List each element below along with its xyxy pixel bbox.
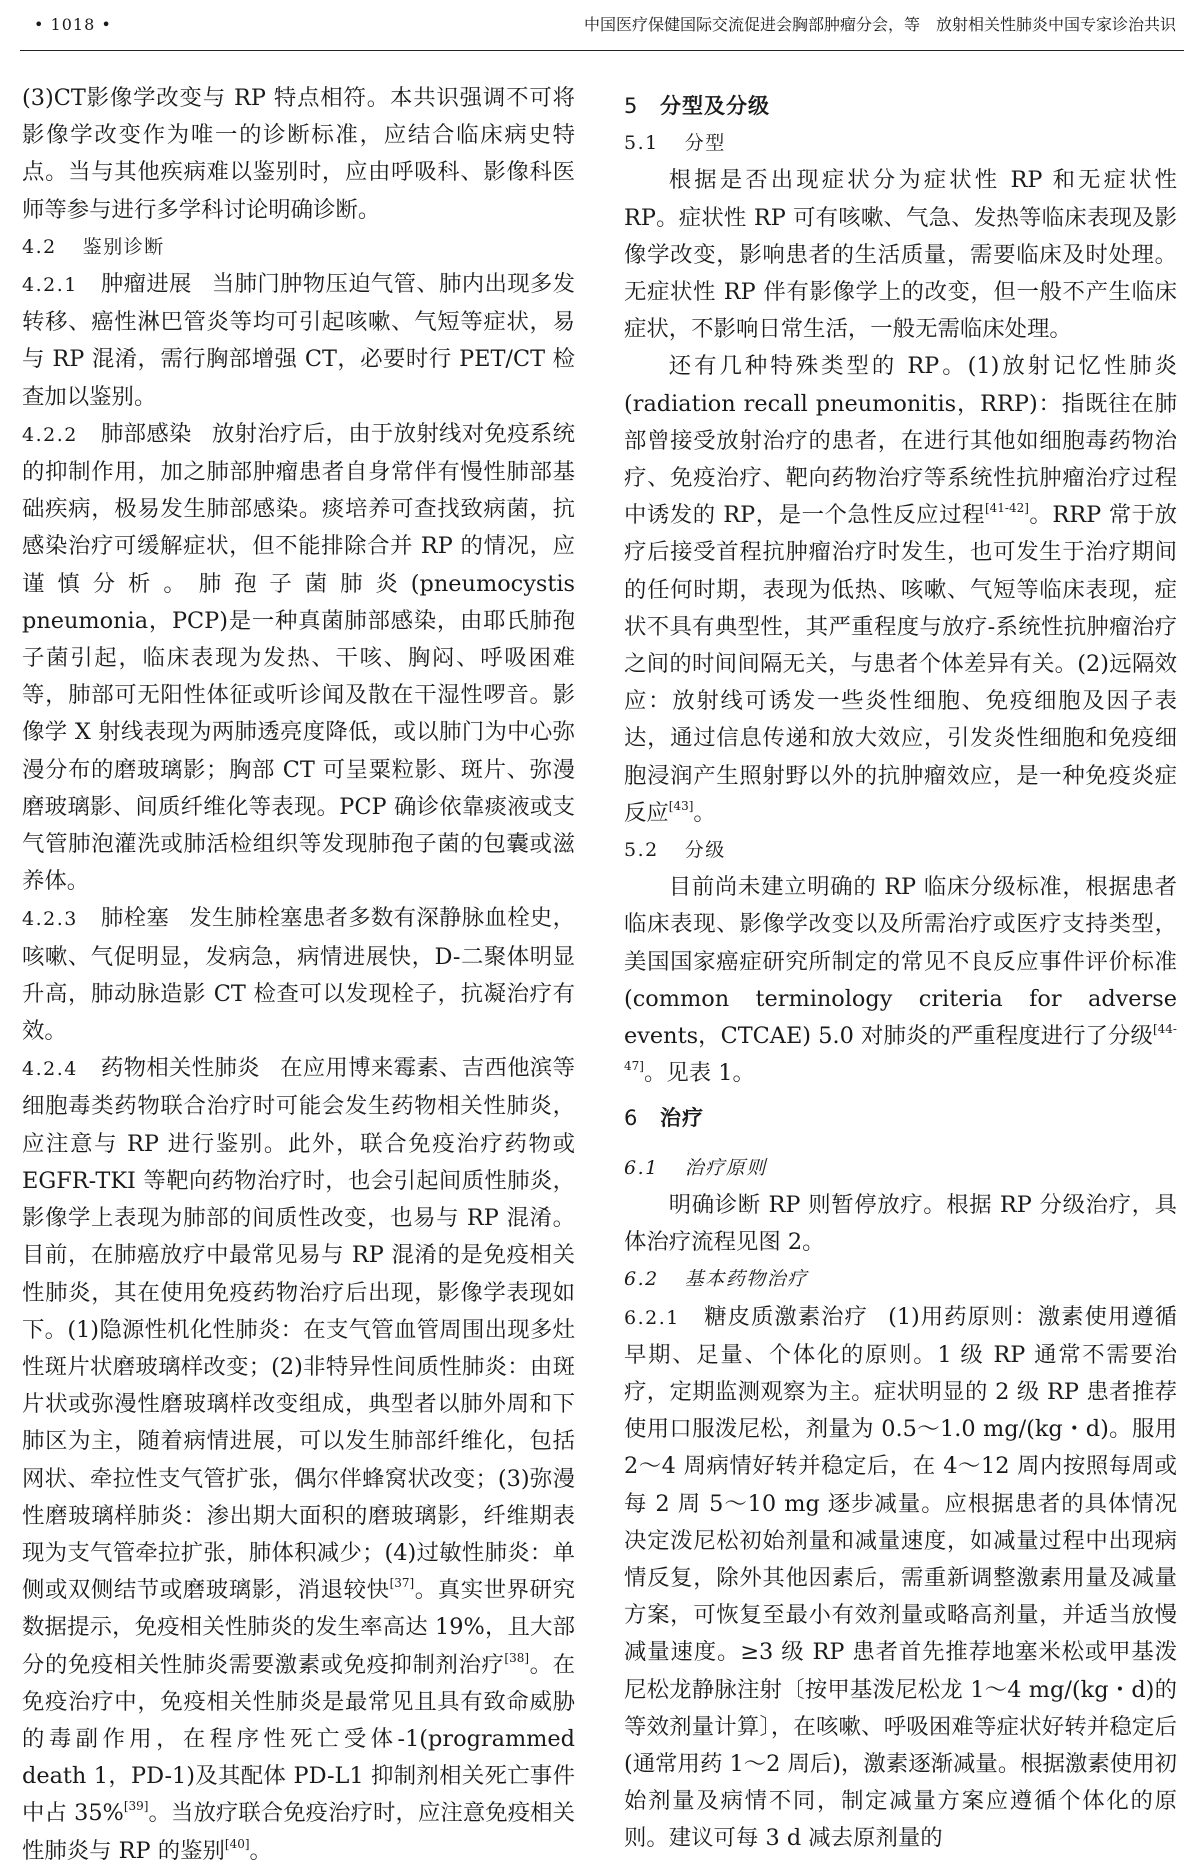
paragraph-text: 发生肺栓塞患者多数有深静脉血栓史，咳嗽、气促明显，发病急，病情进展快，D-二聚体明显升高，肺动脉造影 CT 检查可以发现栓子，抗凝治疗有效。 xyxy=(22,905,576,1045)
subheading-title: 药物相关性肺炎 xyxy=(100,1055,260,1082)
paragraph-4-2-4 xyxy=(22,1050,575,1869)
paragraph-4-2-1 xyxy=(22,266,575,416)
paragraph-text: 。见表 1。 xyxy=(643,1060,755,1087)
citation-ref: [44-47] xyxy=(624,1022,1177,1074)
subheading-number: 4.2.1 xyxy=(22,274,78,297)
heading-title: 治疗原则 xyxy=(684,1156,767,1179)
paragraph-5-1-b xyxy=(624,348,1177,832)
subheading-number: 4.2.2 xyxy=(22,423,78,446)
paragraph-text: 。 xyxy=(249,1837,272,1864)
paragraph-4-2-2 xyxy=(22,416,575,901)
paragraph-text: 当肺门肿物压迫气管、肺内出现多发转移、癌性淋巴管炎等均可引起咳嗽、气短等症状，易与 RP 混淆，需行胸部增强 CT，必要时行 PET/CT 检查加以鉴别。 xyxy=(22,271,576,410)
subheading-number: 6.2.1 xyxy=(624,1306,680,1329)
page-header xyxy=(20,0,1184,51)
paragraph-text: 在应用博来霉素、吉西他滨等细胞毒类药物联合治疗时可能会发生药物相关性肺炎，应注意与 RP 进行鉴别。此外，联合免疫治疗药物或 EGFR-TKI 等靶向药物治疗时，也会引起间质性肺炎，影像学上表现为肺部的间质性改变，也易与 RP 混淆。目前，在肺癌放疗中最常见易与 RP 混淆的是免疫相关性肺炎，其在使用免疫药物治疗后出现，影像学表现如下。(1)隐源性机化性肺炎：在支气管血管周围出现多灶性斑片状磨玻璃样改变；(2)非特异性间质性肺炎：由斑片状或弥漫性磨玻璃样改变组成，典型者以肺外周和下肺区为主，随着病情进展，可以发生肺部纤维化，包括网状、牵拉性支气管扩张，偶尔伴蜂窝状改变；(3)弥漫性磨玻璃样肺炎：渗出期大面积的磨玻璃影，纤维期表现为支气管牵拉扩张，肺体积减少；(4)过敏性肺炎：单侧或双侧结节或磨玻璃影，消退较快 xyxy=(22,1055,576,1604)
paragraph-text: 目前尚未建立明确的 RP 临床分级标准，根据患者临床表现、影像学改变以及所需治疗或医疗支持类型，美国国家癌症研究所制定的常见不良反应事件评价标准(common terminology criteria for adverse events，CTCAE) 5.0 对肺炎的严重程度进行了分级 xyxy=(624,874,1177,1050)
paragraph-text: 。当放疗联合免疫治疗时，应注意免疫相关性肺炎与 RP 的鉴别 xyxy=(22,1800,575,1864)
heading-6-1 xyxy=(624,1150,1177,1187)
section-heading-5 xyxy=(624,88,1177,125)
heading-5-1 xyxy=(624,125,1177,162)
section-heading-6 xyxy=(624,1100,1177,1137)
paragraph-6-2-1 xyxy=(624,1299,1177,1858)
heading-number: 6.1 xyxy=(624,1156,659,1179)
heading-number: 6.2 xyxy=(624,1268,659,1291)
citation-ref: [39] xyxy=(123,1799,149,1814)
paragraph-imaging-criteria: (3)CT影像学改变与 RP 特点相符。本共识强调不可将影像学改变作为唯一的诊断标准，应结合临床病史特点。当与其他疾病难以鉴别时，应由呼吸科、影像科医师等参与进行多学科讨论明确诊断。 xyxy=(22,85,575,223)
heading-title: 分型 xyxy=(684,132,726,155)
paragraph-text: 放射治疗后，由于放射线对免疫系统的抑制作用，加之肺部肿瘤患者自身常伴有慢性肺部基础疾病，极易发生肺部感染。痰培养可查找致病菌，抗感染治疗可缓解症状，但不能排除合并 RP 的情况，应谨慎分析。肺孢子菌肺炎(pneumocystis pneumonia，PCP)是一种真菌肺部感染，由耶氏肺孢子菌引起，临床表现为发热、干咳、胸闷、呼吸困难等，肺部可无阳性体征或听诊闻及散在干湿性啰音。影像学 X 射线表现为两肺透亮度降低，或以肺门为中心弥漫分布的磨玻璃影；胸部 CT 可呈粟粒影、斑片、弥漫磨玻璃影、间质纤维化等表现。PCP 确诊依靠痰液或支气管肺泡灌洗或肺活检组织等发现肺孢子菌的包囊或滋养体。 xyxy=(22,420,576,895)
citation-ref: [43] xyxy=(668,798,694,813)
page-number: • 1018 • xyxy=(34,15,112,34)
left-column xyxy=(22,80,575,1870)
paragraph-text: 还有几种特殊类型的 RP。(1)放射记忆性肺炎(radiation recall pneumonitis，RRP)：指既往在肺部曾接受放射治疗的患者，在进行其他如细胞毒药物治疗、免疫治疗、靶向药物治疗等系统性抗肿瘤治疗过程中诱发的 RP，是一个急性反应过程 xyxy=(624,353,1177,529)
right-column xyxy=(624,80,1177,1858)
subheading-title: 肿瘤进展 xyxy=(100,271,192,298)
heading-6-2 xyxy=(624,1261,1177,1298)
heading-number: 5.2 xyxy=(624,839,659,862)
paragraph-5-2 xyxy=(624,869,1177,1092)
heading-number: 5.1 xyxy=(624,132,659,155)
section-title: 治疗 xyxy=(660,1106,704,1131)
citation-ref: [37] xyxy=(389,1576,415,1591)
subheading-title: 肺部感染 xyxy=(100,420,192,447)
paragraph-text: (1)用药原则：激素使用遵循早期、足量、个体化的原则。1 级 RP 通常不需要治疗，定期监测观察为主。症状明显的 2 级 RP 患者推荐使用口服泼尼松，剂量为 0.5～1.0 mg/(kg・d)。服用 2～4 周病情好转并稳定后，在 4～12 周内按照每周或每 2 周 5～10 mg 逐步减量。应根据患者的具体情况决定泼尼松初始剂量和减量速度，如减量过程中出现病情反复，除外其他因素后，需重新调整激素用量及减量方案，可恢复至最小有效剂量或略高剂量，并适当放慢减量速度。≥3 级 RP 患者首先推荐地塞米松或甲基泼尼松龙静脉注射〔按甲基泼尼松龙 1～4 mg/(kg・d)的等效剂量计算〕，在咳嗽、呼吸困难等症状好转并稳定后(通常用药 1～2 周后)，激素逐渐减量。根据激素使用初始剂量及病情不同，制定减量方案应遵循个体化的原则。建议可每 3 d 减去原剂量的 xyxy=(624,1303,1178,1852)
subheading-number: 4.2.4 xyxy=(22,1058,78,1081)
heading-number: 4.2 xyxy=(22,235,57,258)
subheading-title: 糖皮质激素治疗 xyxy=(704,1303,868,1330)
heading-4-2 xyxy=(22,229,575,266)
section-number: 6 xyxy=(624,1106,639,1131)
heading-title: 鉴别诊断 xyxy=(82,235,165,258)
heading-title: 基本药物治疗 xyxy=(684,1268,808,1291)
section-number: 5 xyxy=(624,94,639,118)
heading-title: 分级 xyxy=(684,839,726,862)
running-title: 中国医疗保健国际交流促进会胸部肿瘤分会，等 放射相关性肺炎中国专家诊治共识 xyxy=(583,15,1176,34)
paragraph-text: 。 xyxy=(693,799,716,826)
paragraph-text: 。真实世界研究数据提示，免疫相关性肺炎的发生率高达 19%，且大部分的免疫相关性肺炎需要激素或免疫抑制剂治疗 xyxy=(22,1577,576,1678)
section-title: 分型及分级 xyxy=(660,94,770,118)
citation-ref: [40] xyxy=(224,1836,250,1851)
paragraph-4-2-3 xyxy=(22,900,575,1050)
citation-ref: [38] xyxy=(504,1650,530,1665)
paragraph-5-1-a: 根据是否出现症状分为症状性 RP 和无症状性 RP。症状性 RP 可有咳嗽、气急、发热等临床表现及影像学改变，影响患者的生活质量，需要临床及时处理。无症状性 RP 伴有影像学上的改变，但一般不产生临床症状，不影响日常生活，一般无需临床处理。 xyxy=(624,167,1177,343)
paragraph-text: 。RRP 常于放疗后接受首程抗肿瘤治疗时发生，也可发生于治疗期间的任何时期，表现为低热、咳嗽、气短等临床表现，症状不具有典型性，其严重程度与放疗-系统性抗肿瘤治疗之间的时间间隔无关，与患者个体差异有关。(2)远隔效应：放射线可诱发一些炎性细胞、免疫细胞及因子表达，通过信息传递和放大效应，引发炎性细胞和免疫细胞浸润产生照射野以外的抗肿瘤效应，是一种免疫炎症反应 xyxy=(624,502,1177,826)
paragraph-text: 。在免疫治疗中，免疫相关性肺炎是最常见且具有致命威胁的毒副作用，在程序性死亡受体-1(programmed death 1，PD-1)及其配体 PD-L1 抑制剂相关死亡事件中占 35% xyxy=(22,1651,576,1827)
subheading-number: 4.2.3 xyxy=(22,908,78,931)
paragraph-6-1: 明确诊断 RP 则暂停放疗。根据 RP 分级治疗，具体治疗流程见图 2。 xyxy=(624,1191,1177,1256)
subheading-title: 肺栓塞 xyxy=(100,905,170,932)
citation-ref: [41-42] xyxy=(984,501,1029,516)
heading-5-2 xyxy=(624,832,1177,869)
